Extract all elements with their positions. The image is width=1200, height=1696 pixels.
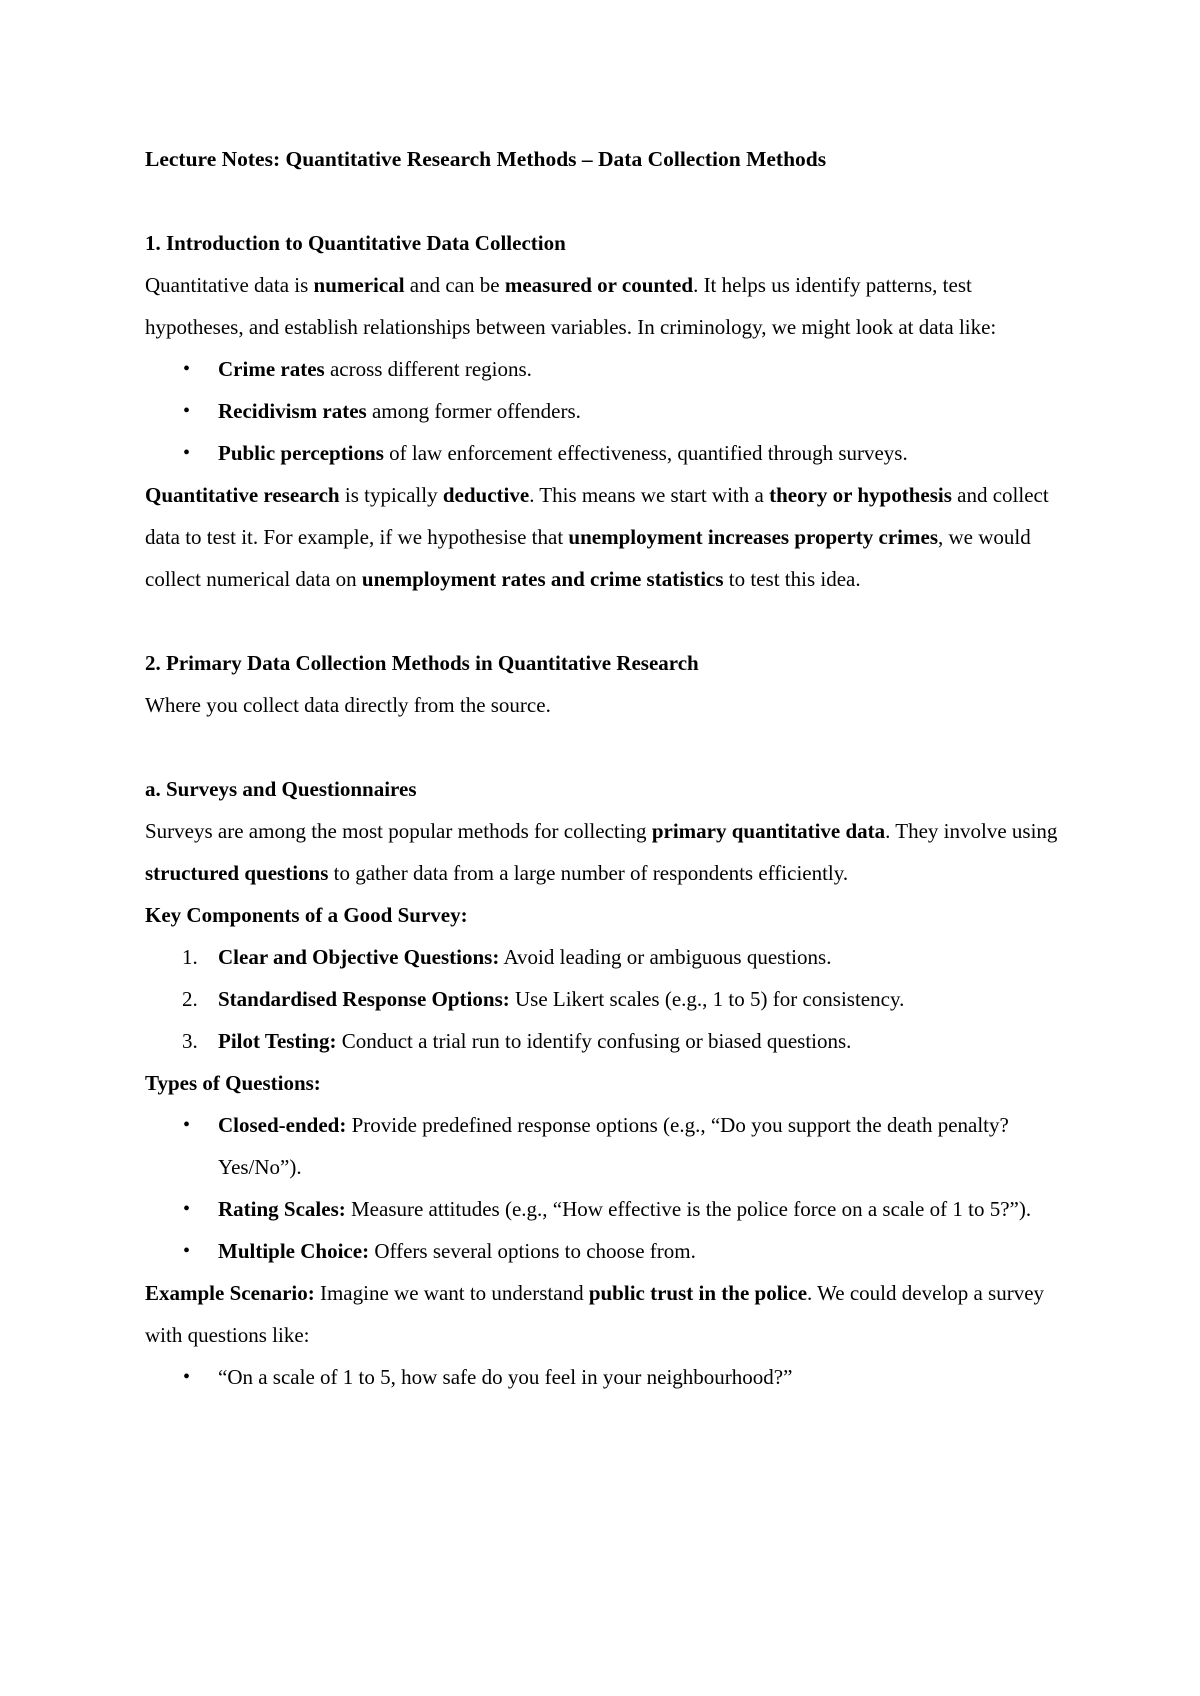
bold-run: Clear and Objective Questions: <box>218 945 500 969</box>
bold-run: Public perceptions <box>218 441 384 465</box>
bullet-icon: • <box>183 442 191 464</box>
text-run: Avoid leading or ambiguous questions. <box>499 945 832 969</box>
section-1-paragraph <box>145 264 1065 348</box>
text-run: , we would collect numerical data on <box>145 525 1031 591</box>
list-item <box>145 1230 1065 1272</box>
text-run: Measure attitudes (e.g., “How effective is the police force on a scale of 1 to 5?”). <box>345 1197 1032 1221</box>
text-run: Quantitative data is <box>145 273 314 297</box>
text-run: Use Likert scales (e.g., 1 to 5) for consistency. <box>509 987 905 1011</box>
list-item <box>145 1020 1065 1062</box>
section-1-paragraph-2 <box>145 474 1065 600</box>
bullet-icon: • <box>183 1366 191 1388</box>
list-item <box>145 1188 1065 1230</box>
text-run: “On a scale of 1 to 5, how safe do you feel in your neighbourhood?” <box>218 1365 793 1389</box>
text-run: Offers several options to choose from. <box>369 1239 696 1263</box>
bullet-icon: • <box>183 358 191 380</box>
text-run: Provide predefined response options (e.g., “Do you support the death penalty? Yes/No”). <box>218 1113 1009 1179</box>
types-of-questions-list <box>145 1104 1065 1272</box>
text-run: and collect data to test it. For example, if we hypothesise that <box>145 483 1049 549</box>
bold-run: Multiple Choice: <box>218 1239 370 1263</box>
types-of-questions-heading: Types of Questions: <box>145 1071 321 1095</box>
bold-run: structured questions <box>145 861 329 885</box>
example-scenario-paragraph <box>145 1272 1065 1356</box>
example-questions-list <box>145 1356 1065 1398</box>
text-run: . This means we start with a <box>529 483 770 507</box>
spacer <box>145 726 1065 768</box>
document-content <box>145 138 1065 1398</box>
spacer <box>145 180 1065 222</box>
bold-run: unemployment increases property crimes <box>568 525 938 549</box>
bold-run: Standardised Response Options: <box>218 987 510 1011</box>
list-item <box>145 1356 1065 1398</box>
bold-run: Recidivism rates <box>218 399 367 423</box>
subsection-a-heading: a. Surveys and Questionnaires <box>145 777 417 801</box>
text-run: Conduct a trial run to identify confusing or biased questions. <box>336 1029 852 1053</box>
bold-run: unemployment rates and crime statistics <box>361 567 724 591</box>
text-run: . We could develop a survey with questions like: <box>145 1281 1045 1347</box>
bold-run: deductive <box>442 483 530 507</box>
text-run: Surveys are among the most popular methods for collecting <box>145 819 652 843</box>
bold-run: Crime rates <box>218 357 325 381</box>
subsection-a-paragraph <box>145 810 1065 894</box>
text-run: Imagine we want to understand <box>314 1281 589 1305</box>
text-run: to test this idea. <box>723 567 861 591</box>
list-number: 1. <box>182 945 198 969</box>
bold-run: measured or counted <box>504 273 694 297</box>
section-1-bullet-list <box>145 348 1065 474</box>
list-number: 3. <box>182 1029 198 1053</box>
text-run: of law enforcement effectiveness, quantified through surveys. <box>383 441 908 465</box>
section-1-heading: 1. Introduction to Quantitative Data Collection <box>145 231 566 255</box>
list-item <box>145 1104 1065 1188</box>
text-run: . They involve using <box>885 819 1058 843</box>
bold-run: primary quantitative data <box>651 819 886 843</box>
bullet-icon: • <box>183 1114 191 1136</box>
list-number: 2. <box>182 987 198 1011</box>
bullet-icon: • <box>183 400 191 422</box>
text-run: across different regions. <box>324 357 532 381</box>
text-run: is typically <box>339 483 443 507</box>
bullet-icon: • <box>183 1198 191 1220</box>
bold-run: public trust in the police <box>588 1281 808 1305</box>
list-item <box>145 432 1065 474</box>
bold-run: Closed-ended: <box>218 1113 347 1137</box>
key-components-heading: Key Components of a Good Survey: <box>145 903 468 927</box>
list-item <box>145 390 1065 432</box>
list-item <box>145 936 1065 978</box>
bold-run: Quantitative research <box>145 483 340 507</box>
list-item <box>145 978 1065 1020</box>
text-run: among former offenders. <box>366 399 581 423</box>
section-2-heading: 2. Primary Data Collection Methods in Quantitative Research <box>145 651 699 675</box>
text-run: . It helps us identify patterns, test hypotheses, and establish relationships between variables. In criminology, we might look at data like: <box>145 273 997 339</box>
section-2-intro: Where you collect data directly from the source. <box>145 693 551 717</box>
text-run: to gather data from a large number of respondents efficiently. <box>328 861 849 885</box>
list-item <box>145 348 1065 390</box>
bold-run: Rating Scales: <box>218 1197 346 1221</box>
bold-run: numerical <box>313 273 405 297</box>
bold-run: theory or hypothesis <box>769 483 952 507</box>
spacer <box>145 600 1065 642</box>
text-run: and can be <box>404 273 505 297</box>
bullet-icon: • <box>183 1240 191 1262</box>
document-title: Lecture Notes: Quantitative Research Methods – Data Collection Methods <box>145 147 827 171</box>
bold-run: Pilot Testing: <box>218 1029 337 1053</box>
bold-run: Example Scenario: <box>145 1281 315 1305</box>
key-components-list <box>145 936 1065 1062</box>
